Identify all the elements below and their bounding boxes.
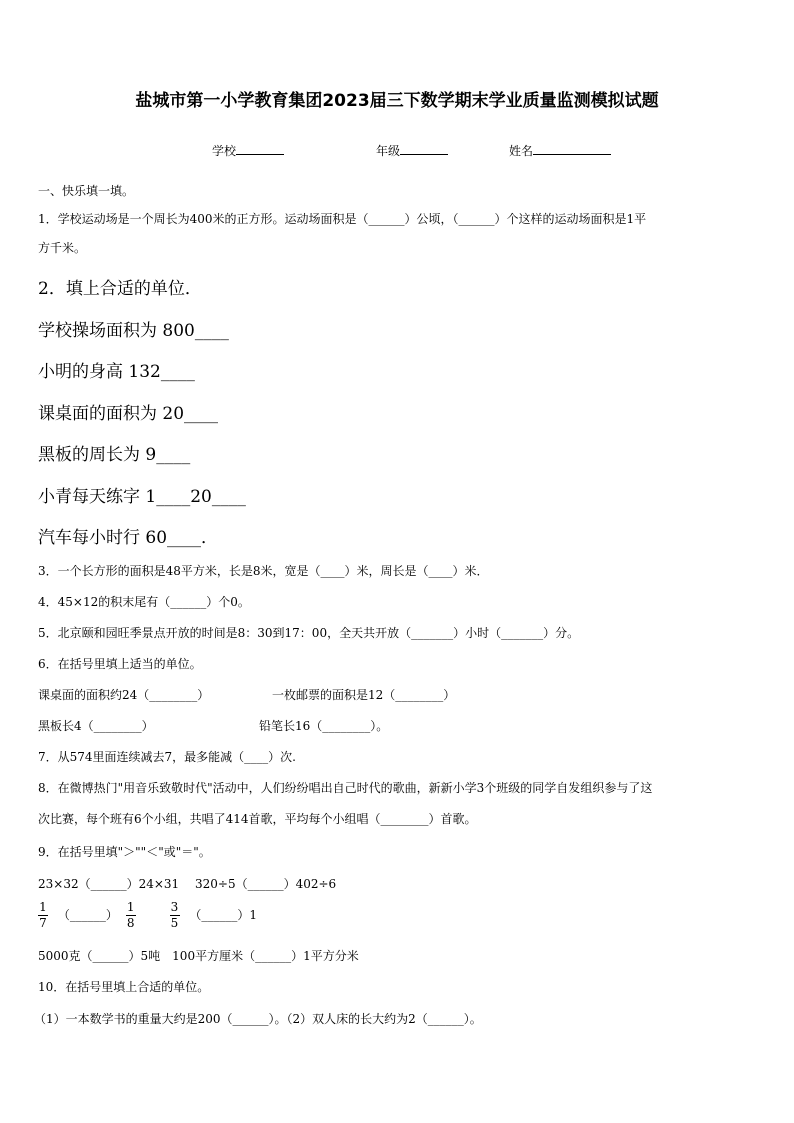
school-label: 学校 bbox=[212, 144, 237, 158]
question-3: 3．一个长方形的面积是48平方米，长是8米，宽是（____）米，周长是（____）米． bbox=[38, 564, 489, 578]
question-10-line: （1）一本数学书的重量大约是200（______）。（2）双人床的长大约为2（______）。 bbox=[34, 1012, 482, 1026]
question-2-item: 黑板的周长为 9____ bbox=[38, 445, 191, 465]
question-2-item: 学校操场面积为 800____ bbox=[38, 321, 229, 341]
denominator: 7 bbox=[39, 916, 47, 930]
section-heading: 一、快乐填一填。 bbox=[38, 184, 135, 198]
question-4: 4．45×12的积末尾有（______）个0。 bbox=[38, 595, 250, 609]
question-9-row-1: 23×32（______）24×31 320÷5（______）402÷6 bbox=[38, 877, 337, 891]
question-6-stem: 6．在括号里填上适当的单位。 bbox=[38, 657, 202, 671]
name-field bbox=[509, 142, 611, 159]
numerator: 1 bbox=[39, 900, 47, 914]
question-7: 7．从574里面连续减去7，最多能减（____）次. bbox=[38, 750, 296, 764]
grade-field bbox=[376, 142, 448, 159]
name-blank[interactable] bbox=[533, 142, 611, 155]
question-1-line-1: 1．学校运动场是一个周长为400米的正方形。运动场面积是（______）公顷，（______）个这样的运动场面积是1平 bbox=[38, 212, 647, 226]
comparison-blank: （______）1 bbox=[189, 908, 257, 922]
question-8-line-1: 8．在微博热门"用音乐致敬时代"活动中，人们纷纷唱出自己时代的歌曲，新新小学3个班级的同学自发组织参与了这 bbox=[38, 781, 653, 795]
question-6-item: 黑板长4（________） bbox=[38, 719, 154, 733]
name-label: 姓名 bbox=[509, 144, 534, 158]
question-1-line-2: 方千米。 bbox=[38, 241, 87, 255]
fraction bbox=[170, 900, 180, 931]
question-5: 5．北京颐和园旺季景点开放的时间是8：30到17：00，全天共开放（_______）小时（_______）分。 bbox=[38, 626, 580, 640]
question-2-stem: 2．填上合适的单位． bbox=[38, 279, 202, 299]
fraction bbox=[38, 900, 48, 931]
comparison-blank: （______） bbox=[57, 908, 118, 922]
question-9-fraction-row bbox=[38, 900, 257, 931]
denominator: 5 bbox=[170, 916, 179, 930]
question-6-item: 铅笔长16（________）。 bbox=[259, 719, 389, 733]
question-6-item: 一枚邮票的面积是12（________） bbox=[272, 688, 456, 702]
page-title: 盐城市第一小学教育集团2023届三下数学期末学业质量监测模拟试题 bbox=[135, 91, 659, 111]
grade-blank[interactable] bbox=[400, 142, 448, 155]
question-9-row-3: 5000克（______）5吨 100平方厘米（______）1平方分米 bbox=[38, 949, 359, 963]
school-blank[interactable] bbox=[236, 142, 284, 155]
question-2-item: 小青每天练字 1____20____ bbox=[38, 487, 246, 507]
question-9-stem: 9．在括号里填"＞""＜"或"＝"。 bbox=[38, 845, 211, 859]
question-2-item: 汽车每小时行 60____． bbox=[38, 528, 219, 548]
question-2-item: 课桌面的面积为 20____ bbox=[38, 404, 219, 424]
question-10-stem: 10．在括号里填上合适的单位。 bbox=[38, 980, 210, 994]
fraction bbox=[126, 900, 136, 931]
question-8-line-2: 次比赛，每个班有6个小组，共唱了414首歌，平均每个小组唱（________）首歌。 bbox=[38, 812, 477, 826]
numerator: 1 bbox=[126, 900, 135, 914]
denominator: 8 bbox=[126, 916, 135, 930]
question-2-item: 小明的身高 132____ bbox=[38, 362, 195, 382]
school-field bbox=[212, 142, 284, 159]
grade-label: 年级 bbox=[376, 144, 401, 158]
numerator: 3 bbox=[170, 900, 179, 914]
question-6-item: 课桌面的面积约24（________） bbox=[38, 688, 210, 702]
